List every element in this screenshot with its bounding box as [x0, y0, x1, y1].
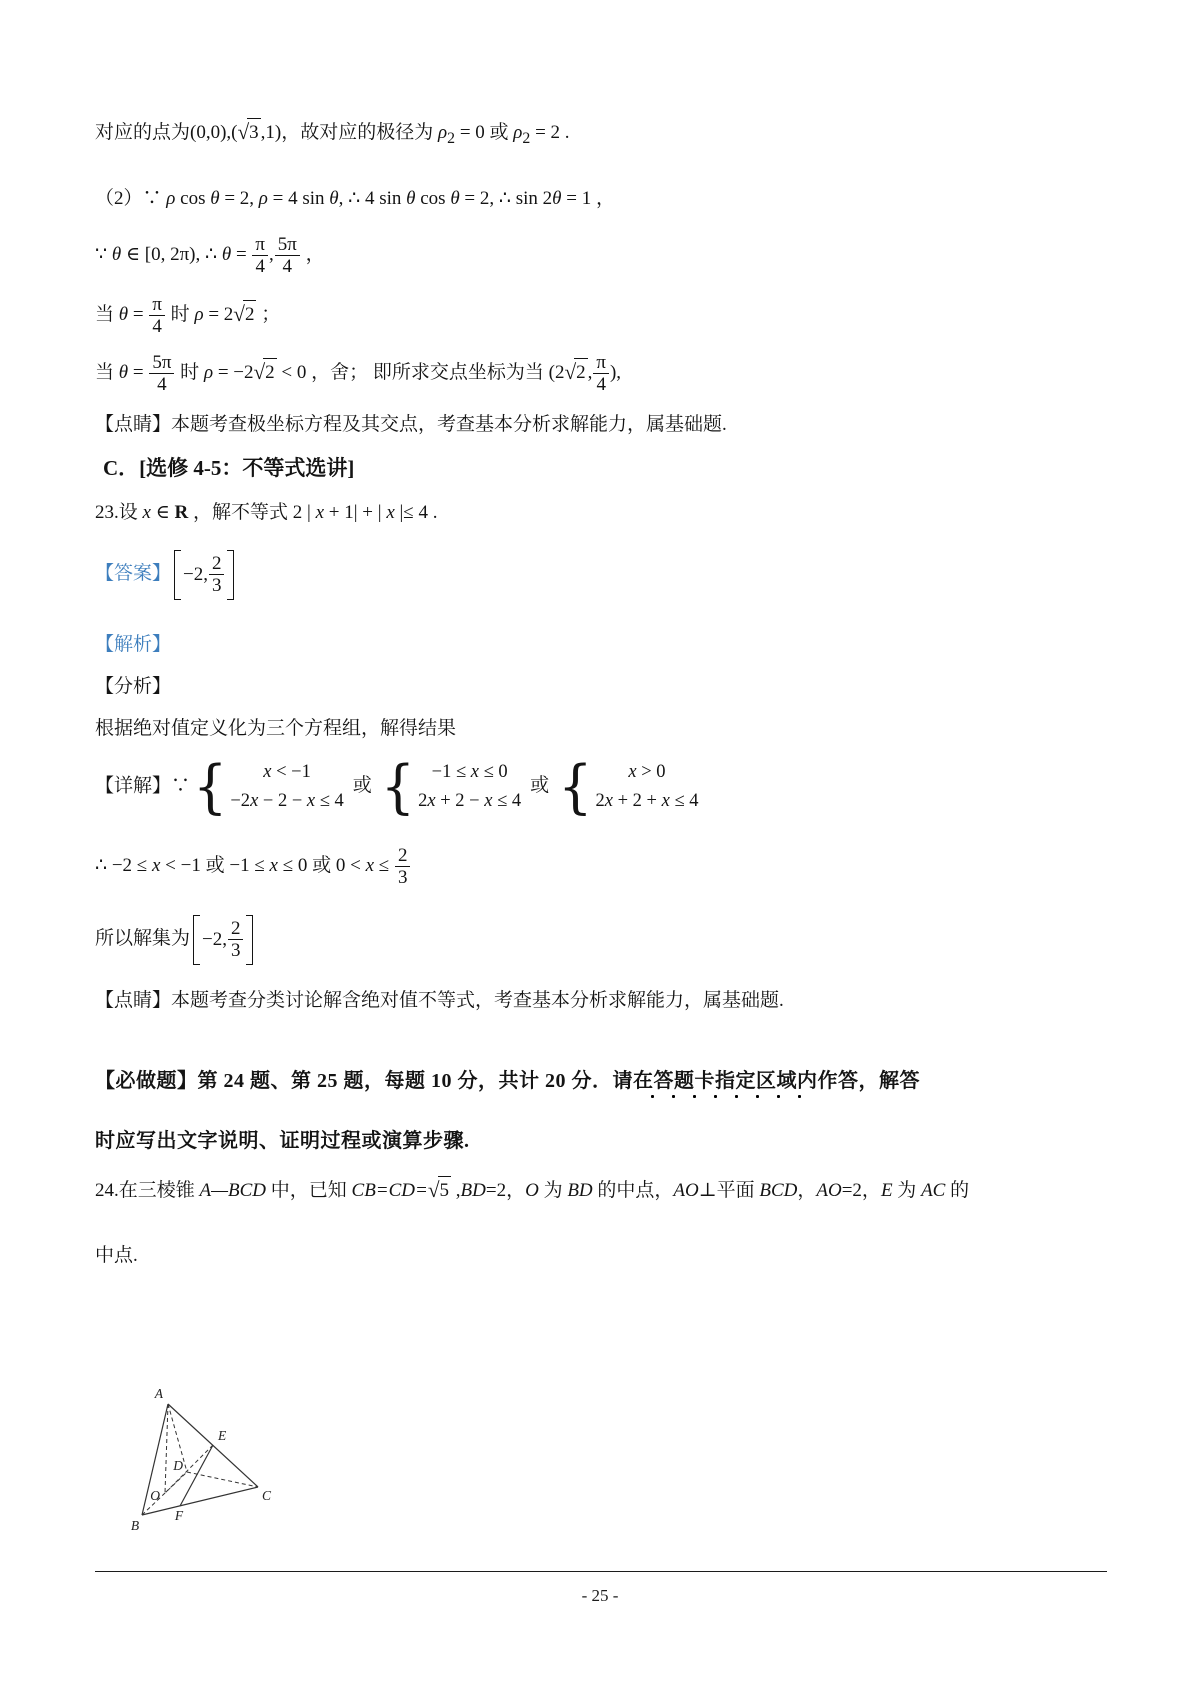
brace-icon: {: [380, 752, 416, 821]
emphasized-text: 在答题卡指定区域内: [633, 1070, 818, 1099]
q22-remark-line: 【点睛】本题考查极坐标方程及其交点，考查基本分析求解能力，属基础题.: [95, 414, 727, 435]
fraction: $\frac{\pi}{4}$: [592, 352, 610, 396]
mandatory-instruction-line-1: 【必做题】第 24 题、第 25 题，每题 10 分，共计 20 分．请在答题卡指定区域内作答，解答: [95, 1068, 920, 1095]
brace-icon: {: [193, 752, 228, 821]
vertex-label-O: O: [150, 1488, 160, 1503]
q23-remark-line: 【点睛】本题考查分类讨论解含绝对值不等式，考查基本分析求解能力，属基础题.: [95, 990, 784, 1011]
polar-solution-line-5: 当 θ = $\frac{5\pi}{4}$ 时 ρ = −2√2 < 0 ，舍； 即所求交点坐标为当 (2√2 , $\frac{\pi}{4}$ ),: [95, 352, 622, 396]
vertex-label-B: B: [130, 1518, 140, 1533]
fraction: $\frac{\pi}{4}$: [148, 294, 166, 338]
mandatory-instruction-line-2: 时应写出文字说明、证明过程或演算步骤.: [95, 1130, 470, 1152]
page-number: - 25 -: [581, 1586, 619, 1605]
q23-solution-set-line: 所以解集为 −2, $\frac{2}{3}$: [95, 915, 256, 965]
fraction: $\frac{\pi}{4}$: [251, 234, 269, 278]
left-bracket: [174, 550, 181, 600]
case-system-2: { −1 ≤ x ≤ 0 2x + 2 − x ≤ 4: [380, 752, 522, 821]
q23-detailed-solution: 【详解】∵ { x < −1 −2x − 2 − x ≤ 4 或 { −1 ≤ x ≤ 0 2x + 2 − x ≤ 4 或 { x > 0 2x + 2 + x ≤ 4: [95, 752, 699, 821]
segment-EF: [180, 1445, 213, 1506]
section-c-heading: C．[选修 4-5：不等式选讲]: [103, 456, 355, 480]
vertex-label-E: E: [218, 1428, 227, 1443]
sqrt-icon: √: [233, 301, 245, 326]
polar-solution-line-1: 对应的点为(0,0),(√3 ,1)，故对应的极径为 $\rho_2 = 0$ 或 $\rho_2 = 2$ .: [95, 120, 570, 147]
vertex-label-A: A: [154, 1386, 163, 1401]
sqrt-icon: √: [564, 359, 577, 384]
q23-fenxi-label: 【分析】: [95, 676, 172, 697]
interval-bracket: −2, $\frac{2}{3}$: [174, 550, 234, 600]
polar-solution-line-3: ∵ θ ∈ [0, 2π), ∴ θ = $\frac{\pi}{4}$ , $\frac{5\pi}{4}$ ，: [95, 234, 325, 278]
sqrt-radical: √5: [428, 1176, 451, 1205]
right-bracket: [246, 915, 253, 965]
sqrt-radical: √2: [233, 300, 256, 329]
vertex-label-D: D: [173, 1458, 183, 1473]
sqrt-radical: √2: [254, 358, 277, 387]
sqrt-radical: √2: [564, 358, 587, 387]
footer-divider: [95, 1571, 1107, 1572]
fraction: $\frac{2}{3}$: [208, 553, 226, 597]
sqrt-icon: √: [427, 1178, 440, 1202]
fraction: $\frac{2}{3}$: [227, 918, 245, 962]
sqrt-radical: √3: [238, 118, 261, 147]
brace-icon: {: [558, 752, 593, 821]
case-system-3: { x > 0 2x + 2 + x ≤ 4: [558, 752, 699, 821]
question-23-text: 23.设 x ∈ R ，解不等式 2 | x + 1| + | x |≤ 4 .: [95, 502, 438, 523]
polar-solution-line-4: 当 θ = $\frac{\pi}{4}$ 时 ρ = 2√2 ；: [95, 294, 281, 338]
question-24-text-line-2: 中点.: [95, 1245, 138, 1266]
q23-fenxi-text: 根据绝对值定义化为三个方程组，解得结果: [95, 718, 457, 739]
sqrt-icon: √: [253, 359, 266, 384]
segment-EO: [165, 1445, 213, 1493]
right-bracket: [227, 550, 234, 600]
tetrahedron-figure: [105, 1382, 277, 1540]
answer-label: 【答案】: [95, 563, 172, 585]
fraction: $\frac{5\pi}{4}$: [274, 234, 301, 278]
vertex-label-F: F: [174, 1508, 184, 1523]
interval-bracket: −2, $\frac{2}{3}$: [193, 915, 253, 965]
question-24-text-line-1: 24.在三棱锥 A—BCD 中，已知 CB=CD=√5 ,BD=2，O 为 BD 的中点，AO⊥平面 BCD，AO=2，E 为 AC 的: [95, 1176, 969, 1205]
fraction: $\frac{5\pi}{4}$: [148, 352, 175, 396]
edge-DC: [187, 1472, 258, 1487]
case-system-1: { x < −1 −2x − 2 − x ≤ 4: [193, 752, 344, 821]
sqrt-icon: √: [237, 120, 250, 144]
q23-answer-line: [95, 550, 237, 600]
q23-analysis-label: 【解析】: [95, 634, 172, 655]
left-bracket: [193, 915, 200, 965]
fraction: $\frac{2}{3}$: [394, 845, 412, 889]
vertex-label-C: C: [262, 1488, 272, 1503]
q23-conclusion-line: ∴ −2 ≤ x < −1 或 −1 ≤ x ≤ 0 或 0 < x ≤ $\frac{2}{3}$: [95, 845, 411, 889]
polar-solution-line-2: （2）∵ ρ cos θ = 2, ρ = 4 sin θ, ∴ 4 sin θ cos θ = 2, ∴ sin 2θ = 1 ，: [95, 188, 615, 209]
